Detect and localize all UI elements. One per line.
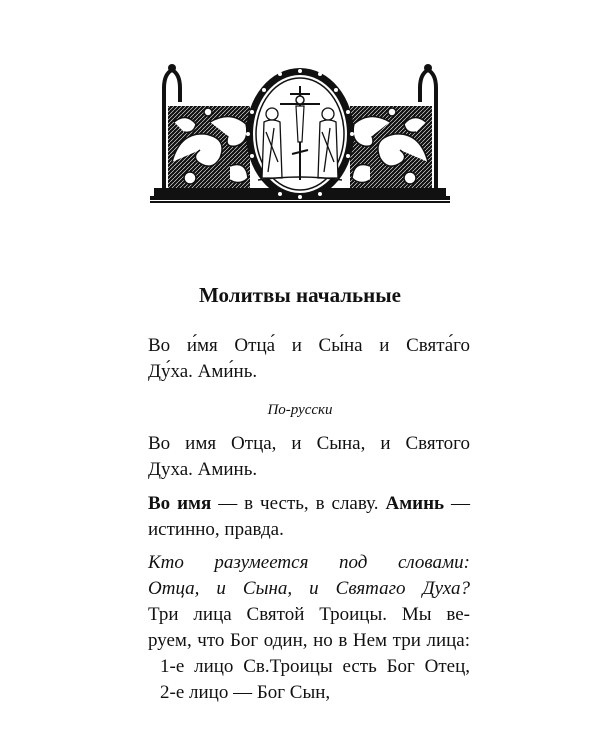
prayer-line: Духа. Аминь. — [148, 459, 258, 480]
answer-line: 2-е лицо — Бог Сын, — [160, 682, 331, 703]
page-title: Молитвы начальные — [199, 283, 401, 307]
glossary-line: истинно, правда. — [148, 519, 284, 540]
glossary-definition: — в честь, в славу. — [211, 493, 386, 514]
answer-line: Три лица Святой Троицы. Мы ве- — [148, 604, 470, 625]
ornamental-headpiece-icon — [150, 62, 450, 212]
prayer-church-slavonic — [148, 333, 470, 385]
prayer-line: Во имя Отца, и Сына, и Святого — [148, 433, 470, 454]
answer-line: руем, что Бог один, но в Нем три лица: — [148, 630, 470, 651]
prayer-line: Ду́ха. Ами́нь. — [148, 361, 258, 382]
glossary-dash: — — [444, 493, 471, 514]
glossary-line — [148, 491, 470, 517]
glossary — [148, 491, 470, 543]
prayer-line: Во и́мя Отца́ и Сы́на и Свята́го — [148, 335, 470, 356]
answer-line: 1-е лицо Св.Троицы есть Бог Отец, — [160, 656, 470, 677]
question-line: Кто разумеется под словами: — [148, 552, 470, 573]
glossary-term: Во имя — [148, 493, 212, 514]
glossary-term: Аминь — [385, 493, 445, 514]
translation-label: По-русски — [267, 402, 333, 418]
question-line: Отца, и Сына, и Святаго Духа? — [148, 578, 470, 599]
catechism-answer — [148, 602, 470, 706]
prayer-russian — [148, 431, 470, 483]
catechism-question — [148, 550, 470, 602]
